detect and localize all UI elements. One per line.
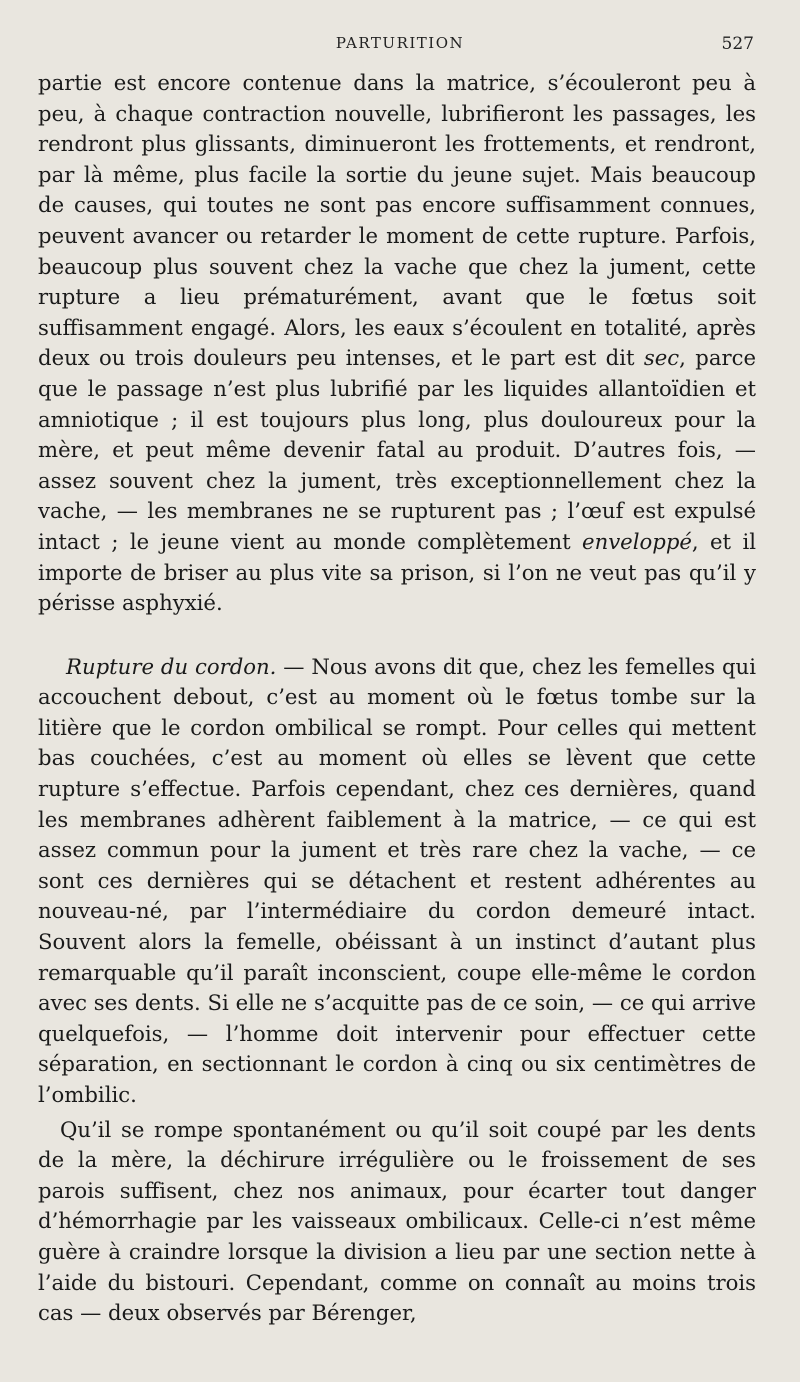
- italic-term-sec: sec: [643, 345, 680, 371]
- text-run: partie est encore contenue dans la matrice, s’écouleront peu à peu, à chaque contraction nouvelle, lubrifieront les passages, les rendront plus glissants, diminueront les frottements, et rendront, par là même, plus facile la sortie du jeune sujet. Mais beaucoup de causes, qui toutes ne sont pas encore suffisamment connues, peuvent avancer ou retarder le moment de cette rupture. Parfois, beaucoup plus souvent chez la vache que chez la jument, cette rupture a lieu prématurément, avant que le fœtus soit suffisamment engagé. Alors, les eaux s’écoulent en totalité, après deux ou trois douleurs peu intenses, et le part est dit: [38, 70, 756, 371]
- paragraph-rupture-du-cordon: [38, 652, 756, 1111]
- text-run: , et il importe de briser au plus vite sa prison, si l’on ne veut pas qu’il y périsse asphyxié.: [38, 528, 756, 616]
- running-title: PARTURITION: [335, 34, 465, 52]
- text-run: , parce que le passage n’est plus lubrifié par les liquides allantoïdien et amniotique ; il est toujours plus long, plus douloureux pour la mère, et peut même devenir fatal au produit. D’autres fois, — assez souvent chez la jument, très exceptionnellement chez la vache, — les membranes ne se rupturent pas ; l’œuf est expulsé intact ; le jeune vient au monde complètement: [38, 345, 756, 554]
- body-text: [38, 68, 756, 1329]
- italic-term-enveloppe: enveloppé: [582, 528, 692, 554]
- paragraph-hemorrhagie: [38, 1115, 756, 1329]
- text-run: Qu’il se rompe spontanément ou qu’il soit coupé par les dents de la mère, la déchirure irrégulière ou le froissement de ses parois suffisent, chez nos animaux, pour écarter tout danger d’hémorrhagie par les vaisseaux ombilicaux. Celle-ci n’est même guère à craindre lorsque la division a lieu par une section nette à l’aide du bistouri. Cependant, comme on connaît au moins trois cas — deux observés par Bérenger,: [38, 1116, 756, 1326]
- section-heading-rupture-du-cordon: Rupture du cordon.: [66, 653, 277, 679]
- text-run: — Nous avons dit que, chez les femelles qui accouchent debout, c’est au moment où le fœtus tombe sur la litière que le cordon ombilical se rompt. Pour celles qui mettent bas couchées, c’est au moment où elles se lèvent que cette rupture s’effectue. Parfois cependant, chez ces dernières, quand les membranes adhèrent faiblement à la matrice, — ce qui est assez commun pour la jument et très rare chez la vache, — ce sont ces dernières qui se détachent et restent adhérentes au nouveau-né, par l’intermédiaire du cordon demeuré intact. Souvent alors la femelle, obéissant à un instinct d’autant plus remarquable qu’il paraît inconscient, coupe elle-même le cordon avec ses dents. Si elle ne s’acquitte pas de ce soin, — ce qui arrive quelquefois, — l’homme doit intervenir pour effectuer cette séparation, en sectionnant le cordon à cinq ou six centimètres de l’ombilic.: [38, 653, 756, 1107]
- running-head: [0, 34, 800, 58]
- page-number: 527: [721, 34, 754, 54]
- paragraph-continuation: [38, 68, 756, 619]
